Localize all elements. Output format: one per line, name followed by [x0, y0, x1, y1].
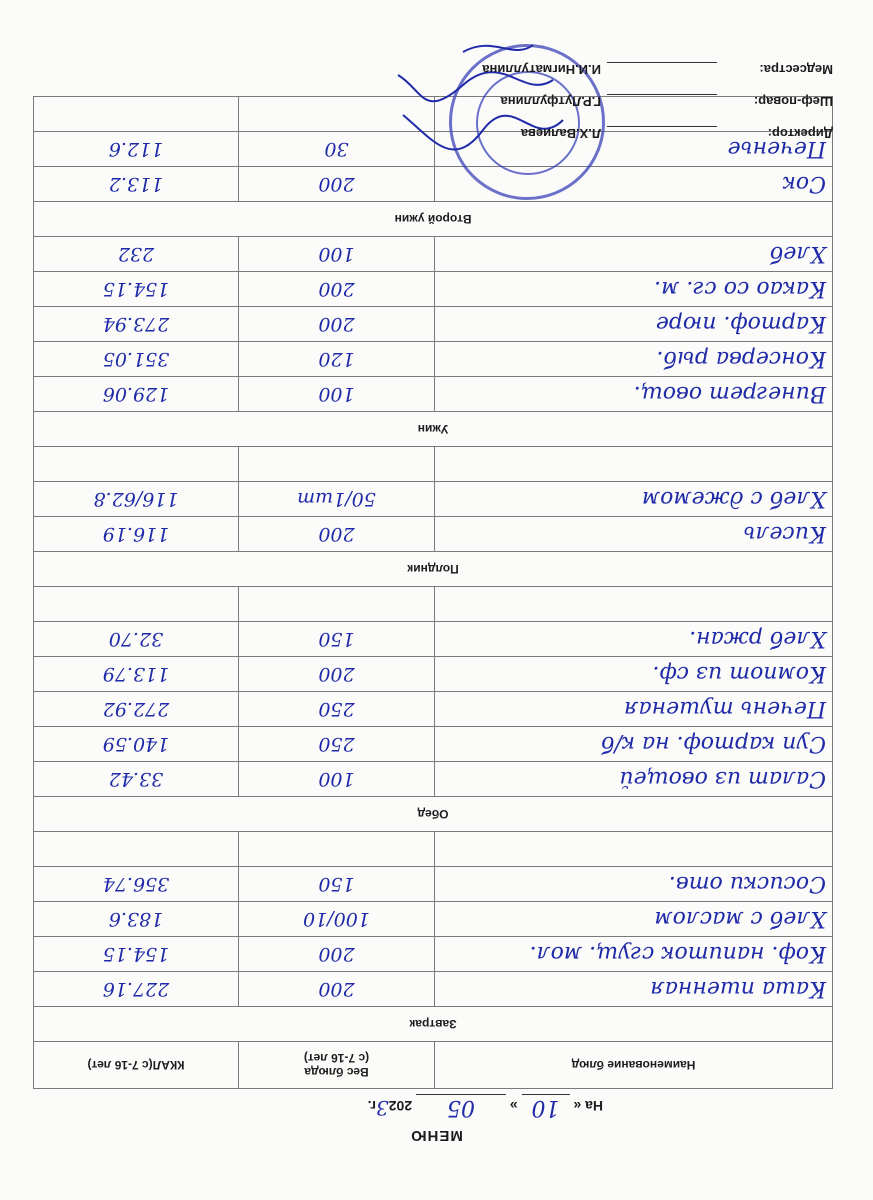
blank-row: [34, 447, 833, 482]
header-weight: [239, 1042, 435, 1089]
blank-cell: [34, 832, 239, 867]
blank-cell: [435, 832, 833, 867]
section-row-lunch: [34, 797, 833, 832]
section-title: Завтрак: [34, 1007, 833, 1042]
dish-name: Печень тушеная: [435, 692, 833, 727]
dish-kcal: 32.70: [34, 622, 239, 657]
table-row: [34, 692, 833, 727]
dish-name: Картоф. пюре: [435, 307, 833, 342]
dish-kcal: 351.05: [34, 342, 239, 377]
dish-name: Суп картоф. на к/б: [435, 727, 833, 762]
dish-weight: 200: [239, 167, 435, 202]
dish-weight: 250: [239, 692, 435, 727]
dish-weight: 250: [239, 727, 435, 762]
table-row: [34, 762, 833, 797]
dish-weight: 200: [239, 307, 435, 342]
dish-name: Салат из овощей: [435, 762, 833, 797]
table-row: [34, 377, 833, 412]
dish-weight: 50/1шт: [239, 482, 435, 517]
table-row: [34, 342, 833, 377]
section-row-snack: [34, 552, 833, 587]
dish-kcal: 116.19: [34, 517, 239, 552]
header-weight-line2: (с 7-16 лет): [303, 1051, 370, 1065]
section-title: Второй ужин: [34, 202, 833, 237]
signature-nurse: [313, 62, 833, 94]
table-row: [34, 272, 833, 307]
date-mid: »: [509, 1098, 518, 1114]
dish-kcal: 227.16: [34, 972, 239, 1007]
header-kcal: ККАЛ(с 7-16 лет): [34, 1042, 239, 1089]
dish-name: Винегрет овощ.: [435, 377, 833, 412]
date-year-suffix: 3: [375, 1096, 389, 1120]
dish-weight: 200: [239, 657, 435, 692]
dish-weight: 100: [239, 762, 435, 797]
dish-kcal: 272.92: [34, 692, 239, 727]
signature-line: [607, 62, 717, 63]
signature-role: Директор:: [767, 126, 833, 141]
table-row: [34, 237, 833, 272]
blank-cell: [435, 447, 833, 482]
section-title: Полдник: [34, 552, 833, 587]
dish-kcal: 273.94: [34, 307, 239, 342]
blank-cell: [239, 587, 435, 622]
section-title: Ужин: [34, 412, 833, 447]
dish-kcal: 33.42: [34, 762, 239, 797]
dish-weight: 120: [239, 342, 435, 377]
dish-kcal: 232: [34, 237, 239, 272]
dish-weight: 100: [239, 377, 435, 412]
dish-name: Сосиски отв.: [435, 867, 833, 902]
signature-line: [607, 94, 717, 95]
dish-name: Сок: [435, 167, 833, 202]
dish-kcal: 183.6: [34, 902, 239, 937]
table-row: [34, 482, 833, 517]
section-row-dinner: [34, 412, 833, 447]
date-year-end: г.: [367, 1098, 376, 1114]
blank-cell: [239, 832, 435, 867]
blank-row: [34, 832, 833, 867]
signature-name: И.И.Нигматуллина: [482, 62, 601, 77]
section-title: Обед: [34, 797, 833, 832]
signature-role: Медсестра:: [759, 62, 833, 77]
dish-weight: 150: [239, 622, 435, 657]
date-line: [263, 1094, 603, 1120]
dish-name: Компот из сф.: [435, 657, 833, 692]
date-month: 05: [416, 1094, 506, 1120]
dish-name: Каша пшенная: [435, 972, 833, 1007]
dish-name: Коф. напиток сгущ. мол.: [435, 937, 833, 972]
dish-kcal: 129.06: [34, 377, 239, 412]
signature-line: [607, 126, 717, 127]
dish-weight: 100/10: [239, 902, 435, 937]
dish-name: Консерва рыб.: [435, 342, 833, 377]
dish-kcal: 154.15: [34, 272, 239, 307]
blank-cell: [435, 587, 833, 622]
dish-weight: 200: [239, 937, 435, 972]
dish-name: Хлеб ржан.: [435, 622, 833, 657]
table-row: [34, 902, 833, 937]
signature-director: [313, 126, 833, 158]
dish-name: Кисель: [435, 517, 833, 552]
menu-body: [34, 97, 833, 1042]
menu-title: МЕНЮ: [410, 1127, 463, 1144]
header-name: Наименование блюд: [435, 1042, 833, 1089]
dish-name: Хлеб с джемом: [435, 482, 833, 517]
table-row: [34, 867, 833, 902]
section-row-breakfast: [34, 1007, 833, 1042]
blank-cell: [34, 587, 239, 622]
menu-table: [33, 96, 833, 1089]
dish-name: Печенье: [435, 132, 833, 167]
table-row: [34, 622, 833, 657]
signature-name: Л.Х.Валиева: [520, 126, 601, 141]
dish-kcal: 112.6: [34, 132, 239, 167]
date-day: 10: [522, 1094, 570, 1120]
signatures-block: [313, 62, 833, 158]
dish-name: Хлеб: [435, 237, 833, 272]
dish-name: Хлеб с маслом: [435, 902, 833, 937]
table-row: [34, 937, 833, 972]
blank-row: [34, 587, 833, 622]
table-row: [34, 972, 833, 1007]
header-weight-line1: Вес блюда: [304, 1065, 369, 1079]
blank-cell: [239, 447, 435, 482]
table-row: [34, 307, 833, 342]
dish-weight: 150: [239, 867, 435, 902]
dish-kcal: 140.59: [34, 727, 239, 762]
section-row-second-dinner: [34, 202, 833, 237]
dish-kcal: 113.2: [34, 167, 239, 202]
dish-weight: 100: [239, 237, 435, 272]
dish-name: Какао со сг. м.: [435, 272, 833, 307]
dish-weight: 30: [239, 132, 435, 167]
dish-kcal: 356.74: [34, 867, 239, 902]
blank-cell: [34, 447, 239, 482]
dish-kcal: 113.79: [34, 657, 239, 692]
date-year-prefix: 202: [388, 1098, 413, 1114]
table-row: [34, 727, 833, 762]
table-row: [34, 517, 833, 552]
dish-weight: 200: [239, 272, 435, 307]
dish-kcal: 154.15: [34, 937, 239, 972]
dish-weight: 200: [239, 972, 435, 1007]
table-row: [34, 167, 833, 202]
dish-weight: 200: [239, 517, 435, 552]
dish-kcal: 116/62.8: [34, 482, 239, 517]
date-prefix: На «: [573, 1098, 603, 1114]
signature-chef: [313, 94, 833, 126]
table-header-row: [34, 1042, 833, 1089]
signature-name: Г.Р.Лутфуллина: [500, 94, 601, 109]
blank-cell: [34, 97, 239, 132]
table-row: [34, 657, 833, 692]
signature-role: Шеф-повар:: [753, 94, 833, 109]
